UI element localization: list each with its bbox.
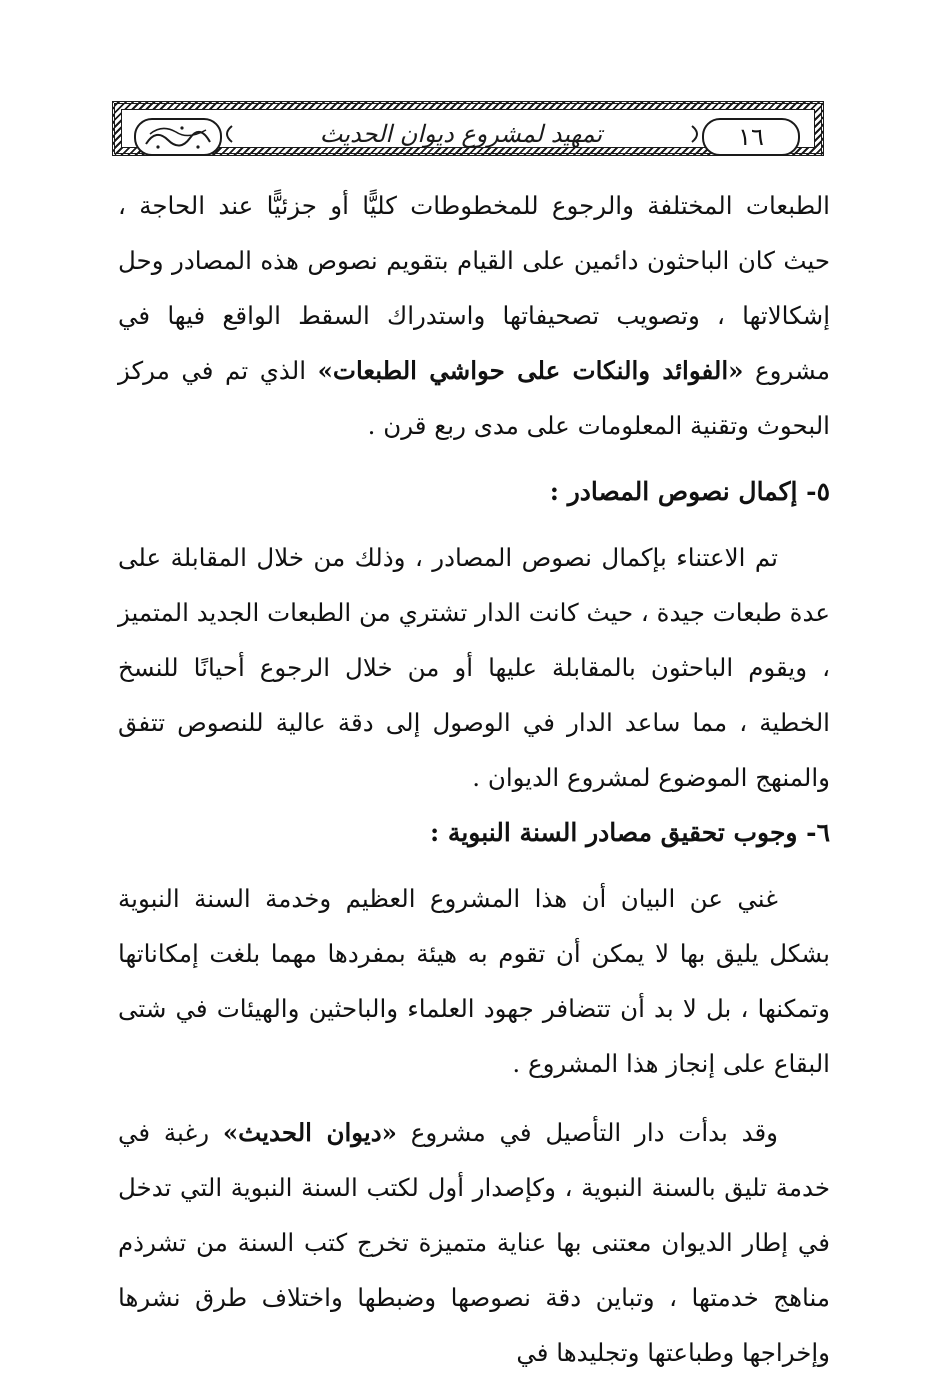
emblem-calligraphy-icon [136,120,220,154]
running-title: تمهيد لمشروع ديوان الحديث [319,120,603,148]
page-body [118,178,830,1380]
paragraph-3: غني عن البيان أن هذا المشروع العظيم وخدمة السنة النبوية بشكل يليق بها لا يمكن أن تقوم به هيئة بمفردها مهما بلغت إمكاناتها وتمكنها ، بل لا بد أن تتضافر جهود العلماء والباحثين والهيئات في شتى البقاع على إنجاز هذا المشروع . [118,884,830,1078]
bold-diwan-title: «ديوان الحديث» [222,1118,397,1147]
running-header [112,101,824,156]
section-heading-5: ٥- إكمال نصوص المصادر : [549,477,830,506]
p1-line-1: الطبعات المختلفة والرجوع للمخطوطات كليًّا أو جزئيًّا عند الحاجة ، حيث كان [118,191,830,275]
section-heading-6: ٦- وجوب تحقيق مصادر السنة النبوية : [429,818,830,847]
page-number: ١٦ [702,118,800,156]
paragraph-4 [118,1105,830,1380]
p1-rest: الذي تم في مركز البحوث وتقنية المعلومات على مدى ربع قرن . [118,356,830,440]
p4-after: رغبة في خدمة تليق بالسنة النبوية ، وكإصدار أول لكتب السنة النبوية التي تدخل في إطار الديوان معتنى بها عناية متميزة تخرج كتب السنة من تشرذم مناهج خدمتها ، وتباين دقة نصوصها وضبطها واختلاف طرق نشرها وإخراجها وطباعتها وتجليدها في [118,1118,830,1367]
publisher-emblem-logo [134,118,222,156]
p4-before: وقد بدأت دار التأصيل في مشروع [410,1118,779,1147]
header-inner-panel [121,109,815,151]
p1-line-3: وتصويب تصحيفاتها واستدراك السقط الواقع فيها في مشروع [118,301,830,385]
paragraph-1 [118,178,830,453]
bold-project-name: «الفوائد والنكات على حواشي الطبعات» [317,356,744,385]
p1-line-2: الباحثون دائمين على القيام بتقويم نصوص هذه المصادر وحل إشكالاتها ، [118,246,830,330]
paragraph-2: تم الاعتناء بإكمال نصوص المصادر ، وذلك من خلال المقابلة على عدة طبعات جيدة ، حيث كانت الدار تشتري من الطبعات الجديد المتميز ، ويقوم الباحثون بالمقابلة عليها أو من خلال الرجوع أحيانًا للنسخ الخطية ، مما ساعد الدار في الوصول إلى دقة عالية للنصوص تتفق والمنهج الموضوع لمشروع الديوان . [118,543,830,792]
